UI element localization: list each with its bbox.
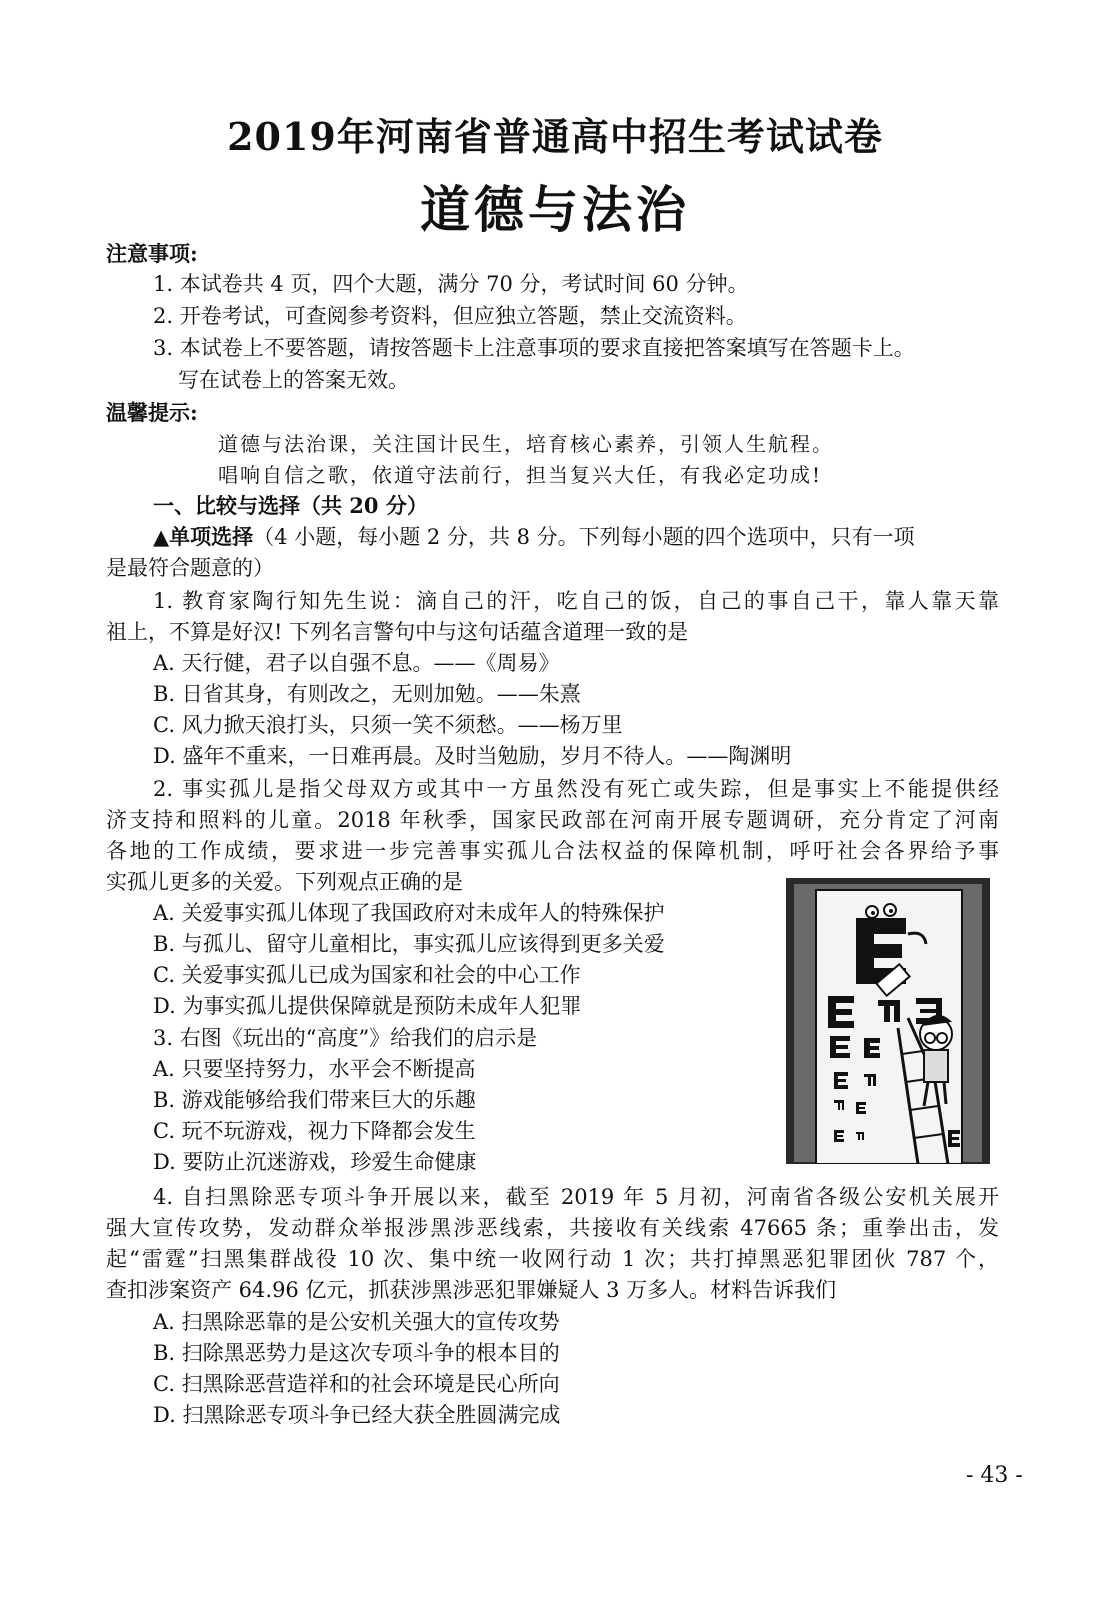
question-stem: 强大宣传攻势，发动群众举报涉黑涉恶线索，共接收有关线索 47665 条；重拳出击，发 (106, 1216, 999, 1240)
page-number: - 43 - (966, 1463, 1023, 1488)
question-stem: 各地的工作成绩，要求进一步完善事实孤儿合法权益的保障机制，呼吁社会各界给予事 (106, 839, 999, 863)
option-item: D. 盛年不重来，一日难再晨。及时当勉励，岁月不待人。——陶渊明 (153, 744, 792, 768)
section-instruction (153, 521, 999, 551)
option-item: C. 关爱事实孤儿已成为国家和社会的中心工作 (153, 963, 581, 987)
option-item: A. 关爱事实孤儿体现了我国政府对未成年人的特殊保护 (153, 901, 665, 925)
question-stem: 实孤儿更多的关爱。下列观点正确的是 (106, 870, 463, 894)
section-instruction-cont: 是最符合题意的） (106, 556, 274, 580)
option-item: D. 要防止沉迷游戏，珍爱生命健康 (153, 1150, 477, 1174)
notice-item: 2. 开卷考试，可查阅参考资料，但应独立答题，禁止交流资料。 (153, 304, 747, 328)
option-item: B. 扫除黑恶势力是这次专项斗争的根本目的 (153, 1341, 560, 1365)
question-stem: 济支持和照料的儿童。2018 年秋季，国家民政部在河南开展专题调研，充分肯定了河南 (106, 808, 999, 832)
option-item: B. 与孤儿、留守儿童相比，事实孤儿应该得到更多关爱 (153, 932, 665, 956)
question-stem: 3. 右图《玩出的“高度”》给我们的启示是 (153, 1026, 538, 1050)
question-stem: 2. 事实孤儿是指父母双方或其中一方虽然没有死亡或失踪，但是事实上不能提供经 (153, 777, 999, 801)
question-stem: 查扣涉案资产 64.96 亿元，抓获涉黑涉恶犯罪嫌疑人 3 万多人。材料告诉我们 (106, 1278, 837, 1302)
question-stem: 祖上，不算是好汉! 下列名言警句中与这句话蕴含道理一致的是 (106, 620, 689, 644)
option-item: D. 扫黑除恶专项斗争已经大获全胜圆满完成 (153, 1403, 561, 1427)
option-item: B. 游戏能够给我们带来巨大的乐趣 (153, 1088, 476, 1112)
exam-title: 2019年河南省普通高中招生考试试卷 (227, 114, 883, 159)
cartoon-eye-chart-figure (786, 878, 990, 1164)
option-item: B. 日省其身，有则改之，无则加勉。——朱熹 (153, 682, 581, 706)
option-item: C. 风力掀天浪打头，只须一笑不须愁。——杨万里 (153, 713, 623, 737)
tips-heading: 温馨提示: (106, 400, 198, 425)
question-stem: 1. 教育家陶行知先生说：滴自己的汗，吃自己的饭，自己的事自己干，靠人靠天靠 (153, 589, 999, 613)
instruction-text: （4 小题，每小题 2 分，共 8 分。下列每小题的四个选项中，只有一项 (253, 525, 915, 549)
notice-item: 写在试卷上的答案无效。 (178, 368, 409, 392)
option-item: D. 为事实孤儿提供保障就是预防未成年人犯罪 (153, 994, 582, 1018)
notice-item: 3. 本试卷上不要答题，请按答题卡上注意事项的要求直接把答案填写在答题卡上。 (153, 336, 915, 360)
section-heading: 一、比较与选择（共 20 分） (153, 493, 428, 518)
option-item: A. 天行健，君子以自强不息。——《周易》 (153, 651, 560, 675)
instruction-bold: ▲单项选择 (153, 524, 254, 549)
tips-line: 道德与法治课，关注国计民生，培育核心素养，引领人生航程。 (218, 432, 834, 456)
question-stem: 4. 自扫黑除恶专项斗争开展以来，截至 2019 年 5 月初，河南省各级公安机关展开 (153, 1185, 999, 1209)
notice-heading: 注意事项: (106, 241, 198, 266)
option-item: C. 玩不玩游戏，视力下降都会发生 (153, 1119, 476, 1143)
tips-line: 唱响自信之歌，依道守法前行，担当复兴大任，有我必定功成! (218, 463, 823, 487)
question-stem: 起“雷霆”扫黑集群战役 10 次、集中统一收网行动 1 次；共打掉黑恶犯罪团伙 787 个， (106, 1247, 999, 1271)
notice-item: 1. 本试卷共 4 页，四个大题，满分 70 分，考试时间 60 分钟。 (153, 272, 749, 296)
option-item: A. 只要坚持努力，水平会不断提高 (153, 1057, 476, 1081)
option-item: C. 扫黑除恶营造祥和的社会环境是民心所向 (153, 1372, 560, 1396)
subject-title: 道德与法治 (420, 180, 690, 239)
option-item: A. 扫黑除恶靠的是公安机关强大的宣传攻势 (153, 1310, 560, 1334)
